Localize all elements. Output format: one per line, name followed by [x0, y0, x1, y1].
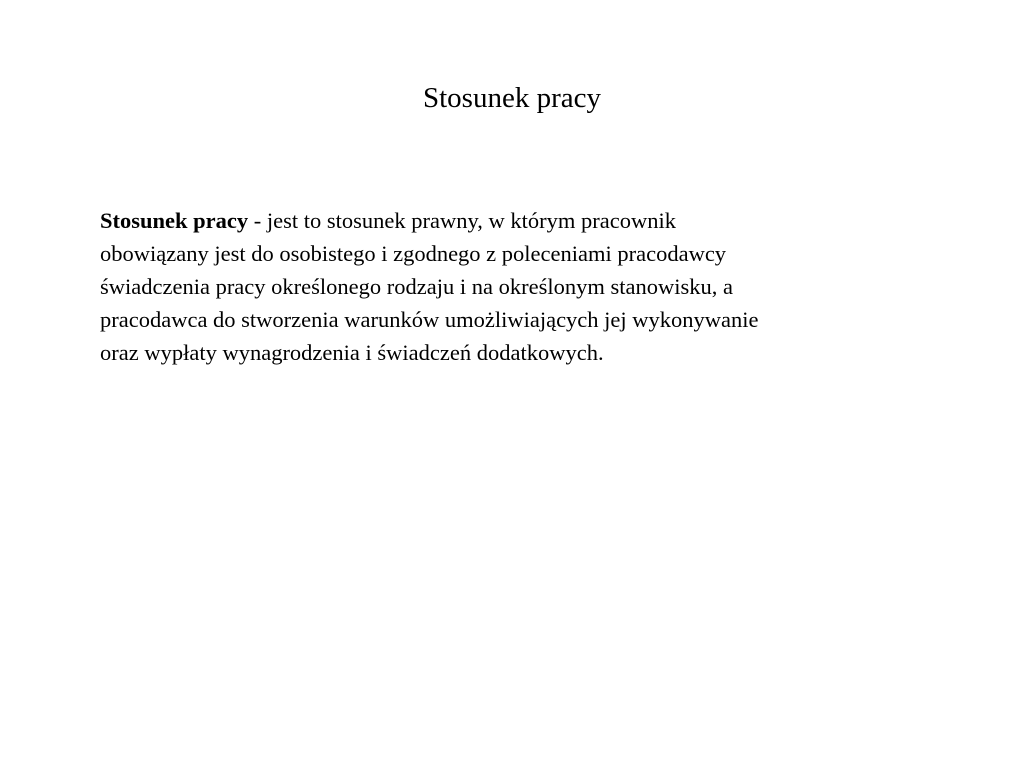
definition-line-1	[100, 204, 950, 237]
definition-text-5: oraz wypłaty wynagrodzenia i świadczeń dodatkowych.	[100, 340, 604, 365]
definition-text-3: świadczenia pracy określonego rodzaju i na określonym stanowisku, a	[100, 274, 733, 299]
definition-term: Stosunek pracy	[100, 208, 249, 233]
definition-paragraph	[100, 204, 950, 369]
slide-title: Stosunek pracy	[423, 82, 601, 114]
definition-text-2: obowiązany jest do osobistego i zgodnego z poleceniami pracodawcy	[100, 241, 727, 266]
definition-text-4: pracodawca do stworzenia warunków umożliwiających jej wykonywanie	[100, 307, 759, 332]
definition-text-1: - jest to stosunek prawny, w którym pracownik	[248, 208, 676, 233]
